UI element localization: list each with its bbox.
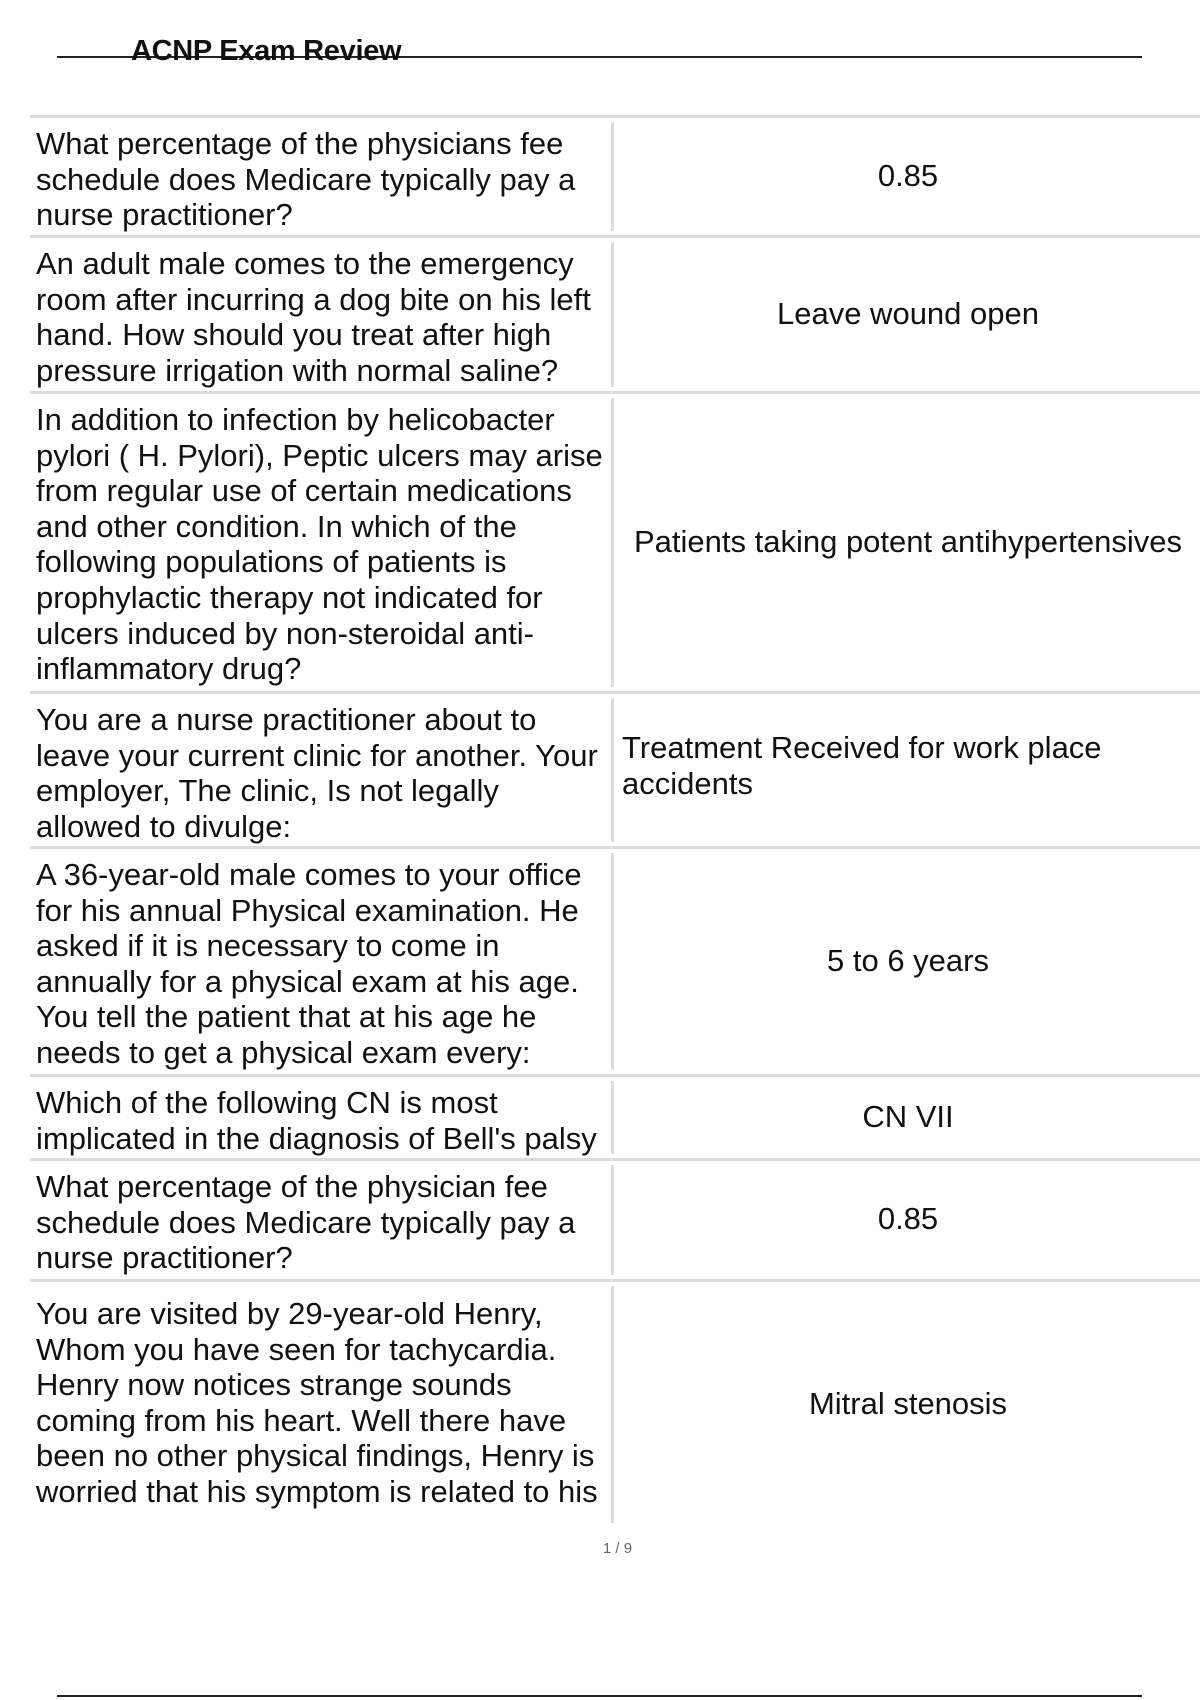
- question-cell: What percentage of the physician fee schedule does Medicare typically pay a nurse practitioner?: [30, 1165, 614, 1275]
- page-number: 1 / 9: [602, 1540, 633, 1557]
- qa-row: [30, 115, 1200, 235]
- answer-cell: 0.85: [877, 157, 939, 193]
- question-cell: A 36-year-old male comes to your office for his annual Physical examination. He asked if it is necessary to come in annually for a physical exam at his age. You tell the patient that at his age he needs to get a physical exam every:: [30, 853, 614, 1070]
- qa-row: [30, 235, 1200, 391]
- answer-cell: 0.85: [877, 1201, 939, 1237]
- answer-cell: Patients taking potent antihypertensives: [633, 523, 1182, 559]
- answer-cell: CN VII: [862, 1098, 954, 1134]
- document-title: ACNP Exam Review: [131, 35, 402, 67]
- question-cell: Which of the following CN is most implicated in the diagnosis of Bell's palsy: [30, 1081, 614, 1154]
- qa-row: [30, 1279, 1200, 1527]
- question-cell: In addition to infection by helicobacter pylori ( H. Pylori), Peptic ulcers may arise from regular use of certain medications and other condition. In which of the following populations of patients is prophylactic therapy not indicated for ulcers induced by non-steroidal anti-inflammatory drug?: [30, 398, 614, 687]
- footer-rule: [57, 1695, 1142, 1697]
- qa-row: [30, 1074, 1200, 1158]
- qa-row: [30, 391, 1200, 691]
- question-cell: What percentage of the physicians fee schedule does Medicare typically pay a nurse practitioner?: [30, 122, 614, 231]
- qa-row: [30, 846, 1200, 1074]
- answer-cell: 5 to 6 years: [827, 942, 989, 978]
- answer-cell: Leave wound open: [776, 295, 1039, 331]
- qa-table: [30, 115, 1200, 1527]
- qa-row: [30, 691, 1200, 846]
- page-header: [57, 32, 1142, 67]
- question-cell: You are a nurse practitioner about to leave your current clinic for another. Your employer, The clinic, Is not legally allowed to divulge:: [30, 698, 614, 842]
- qa-row: [30, 1158, 1200, 1279]
- question-cell: An adult male comes to the emergency room after incurring a dog bite on his left hand. How should you treat after high pressure irrigation with normal saline?: [30, 242, 614, 387]
- answer-cell: Mitral stenosis: [808, 1385, 1008, 1421]
- answer-cell: Treatment Received for work place accidents: [622, 730, 1102, 801]
- question-cell: You are visited by 29-year-old Henry, Whom you have seen for tachycardia. Henry now notices strange sounds coming from his heart. Well there have been no other physical findings, Henry is worried that his symptom is related to his: [30, 1286, 614, 1523]
